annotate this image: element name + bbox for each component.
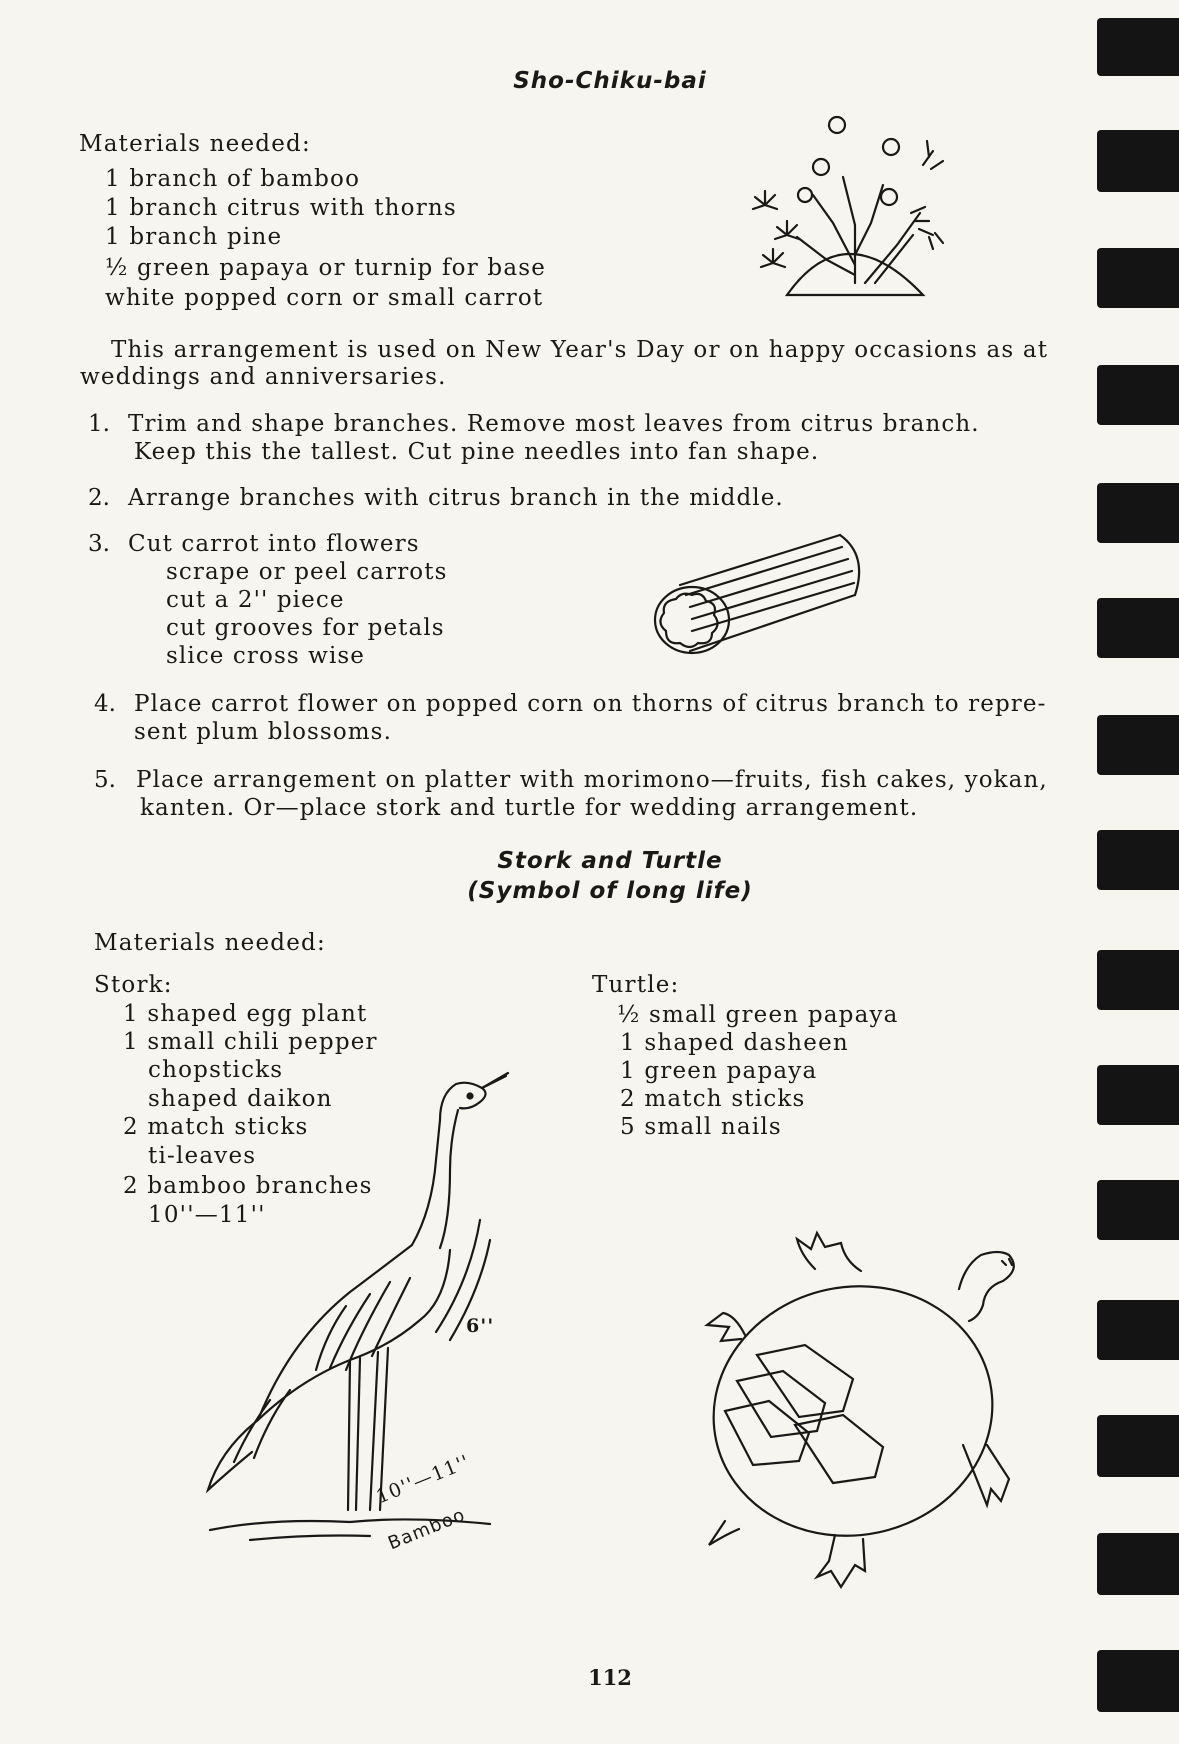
step-text	[128, 484, 784, 512]
step-text	[128, 530, 447, 670]
stork-item: shaped daikon	[148, 1086, 333, 1112]
stork-item: 1 small chili pepper	[123, 1029, 378, 1055]
stork-height-label: 6''	[466, 1315, 495, 1337]
step-text	[134, 690, 1046, 746]
step-line: Trim and shape branches. Remove most leaves from citrus branch.	[128, 411, 980, 437]
step-line: sent plum blossoms.	[134, 719, 392, 745]
intro-paragraph: This arrangement is used on New Year's Day or on happy occasions as at weddings and anniversaries.	[80, 337, 1049, 390]
turtle-item: ½ small green papaya	[617, 1002, 899, 1028]
stork-item: 2 bamboo branches	[123, 1173, 373, 1199]
stork-item: 10''—11''	[148, 1202, 266, 1228]
step-subline: cut grooves for petals	[166, 615, 445, 641]
page-number: 112	[588, 1665, 632, 1690]
step-subline: slice cross wise	[166, 643, 366, 669]
step-number: 2.	[88, 485, 110, 511]
step-number: 1.	[88, 411, 110, 437]
material-item: 1 branch citrus with thorns	[105, 195, 457, 221]
stork-item: ti-leaves	[148, 1143, 257, 1169]
material-item: 1 branch of bamboo	[105, 166, 361, 192]
section-subtitle: (Symbol of long life)	[467, 878, 753, 904]
step-subline: cut a 2'' piece	[166, 587, 345, 613]
turtle-item: 5 small nails	[620, 1114, 782, 1140]
arrangement-illustration	[715, 105, 975, 305]
page-title: Sho-Chiku-bai	[513, 68, 707, 94]
stork-item: 1 shaped egg plant	[123, 1001, 368, 1027]
section-title: Stork and Turtle	[497, 848, 723, 874]
material-item: white popped corn or small carrot	[105, 285, 544, 311]
materials-heading: Materials needed:	[79, 131, 311, 157]
bamboo-label: Bamboo	[385, 1504, 469, 1555]
stork-heading: Stork:	[94, 972, 173, 998]
turtle-heading: Turtle:	[592, 972, 680, 998]
turtle-illustration	[665, 1225, 1035, 1595]
turtle-item: 1 green papaya	[620, 1058, 818, 1084]
step-line: Place carrot flower on popped corn on thorns of citrus branch to repre-	[134, 691, 1047, 717]
step-text	[128, 410, 980, 466]
step-line: Keep this the tallest. Cut pine needles into fan shape.	[134, 439, 820, 465]
turtle-item: 2 match sticks	[620, 1086, 806, 1112]
material-item: 1 branch pine	[105, 224, 283, 250]
step-line: kanten. Or—place stork and turtle for wedding arrangement.	[140, 795, 919, 821]
step-line: Cut carrot into flowers	[128, 531, 420, 557]
step-line: Arrange branches with citrus branch in the middle.	[128, 485, 784, 511]
step-number: 3.	[88, 531, 110, 557]
turtle-item: 1 shaped dasheen	[620, 1030, 849, 1056]
bamboo-length-label: 10''—11''	[373, 1450, 474, 1509]
step-number: 5.	[94, 767, 116, 793]
step-subline: scrape or peel carrots	[166, 559, 448, 585]
stork-item: chopsticks	[148, 1057, 284, 1083]
step-line: Place arrangement on platter with morimono—fruits, fish cakes, yokan,	[136, 767, 1048, 793]
carrot-illustration	[650, 525, 880, 660]
step-number: 4.	[94, 691, 116, 717]
material-item: ½ green papaya or turnip for base	[105, 255, 547, 281]
step-text	[136, 766, 1048, 822]
materials-heading: Materials needed:	[94, 930, 326, 956]
stork-item: 2 match sticks	[123, 1114, 309, 1140]
